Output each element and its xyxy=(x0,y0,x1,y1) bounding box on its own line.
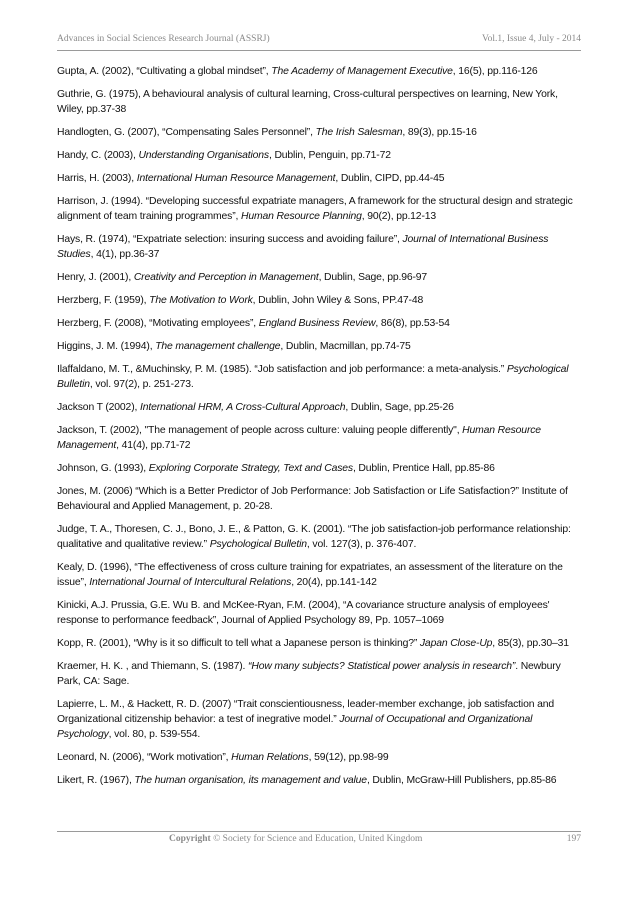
reference-entry xyxy=(57,636,583,651)
reference-text: Henry, J. (2001), xyxy=(57,272,134,283)
reference-text: Johnson, G. (1993), xyxy=(57,463,149,474)
reference-entry xyxy=(57,362,583,392)
reference-source-title: Journal of International Business Studies xyxy=(57,234,549,260)
reference-source-title: Psychological Bulletin xyxy=(209,539,307,550)
reference-text: Kraemer, H. K. , and Thiemann, S. (1987). xyxy=(57,661,249,672)
reference-text: Lapierre, L. M., & Hackett, R. D. (2007) “Trait conscientiousness, leader-member exchange, job satisfaction and Organizational citizenship behavior: a test of inegrative model.” xyxy=(57,699,554,725)
reference-text: , 86(8), pp.53-54 xyxy=(375,318,450,329)
reference-text: Jackson, T. (2002), "The management of people across culture: valuing people differently", xyxy=(57,425,463,436)
reference-source-title: “How many subjects? Statistical power analysis in research” xyxy=(248,661,516,672)
reference-list xyxy=(57,64,583,796)
reference-source-title: Exploring Corporate Strategy, Text and Cases xyxy=(148,463,353,474)
reference-entry xyxy=(57,293,583,308)
reference-source-title: Japan Close-Up xyxy=(419,638,493,649)
reference-entry xyxy=(57,125,583,140)
reference-entry xyxy=(57,750,583,765)
copyright-label: Copyright xyxy=(169,834,211,844)
reference-text: , 41(4), pp.71-72 xyxy=(116,440,191,451)
reference-entry xyxy=(57,773,583,788)
reference-text: Hays, R. (1974), “Expatriate selection: insuring success and avoiding failure”, xyxy=(57,234,403,245)
reference-source-title: The management challenge xyxy=(155,341,281,352)
reference-text: Herzberg, F. (1959), xyxy=(57,295,150,306)
reference-text: Likert, R. (1967), xyxy=(57,775,135,786)
reference-text: Guthrie, G. (1975), A behavioural analysis of cultural learning, Cross-cultural perspectives on learning, New York, Wiley, pp.37-38 xyxy=(57,89,558,115)
issue-info: Vol.1, Issue 4, July - 2014 xyxy=(481,34,581,44)
reference-text: Jones, M. (2006) “Which is a Better Predictor of Job Performance: Job Satisfaction or Life Satisfaction?” Institute of Behavioural and Applied Management, p. 20-28. xyxy=(57,486,568,512)
reference-source-title: The human organisation, its management and value xyxy=(134,775,367,786)
reference-entry xyxy=(57,316,583,331)
reference-text: Kinicki, A.J. Prussia, G.E. Wu B. and McKee-Ryan, F.M. (2004), “A covariance structure analysis of employees' response to performance feedback”, Journal of Applied Psychology 89, Pp. 1057–1069 xyxy=(57,600,550,626)
reference-text: , 89(3), pp.15-16 xyxy=(402,127,477,138)
reference-source-title: The Academy of Management Executive xyxy=(271,66,453,77)
reference-text: Kopp, R. (2001), “Why is it so difficult to tell what a Japanese person is thinking?” xyxy=(57,638,420,649)
reference-text: Handy, C. (2003), xyxy=(57,150,139,161)
reference-text: , Dublin, Sage, pp.25-26 xyxy=(345,402,454,413)
reference-source-title: Understanding Organisations xyxy=(138,150,269,161)
journal-name: Advances in Social Sciences Research Journal (ASSRJ) xyxy=(57,34,270,44)
reference-source-title: Human Relations xyxy=(231,752,309,763)
reference-text: , vol. 80, p. 539-554. xyxy=(108,729,201,740)
reference-entry xyxy=(57,64,583,79)
reference-entry xyxy=(57,87,583,117)
reference-source-title: Human Resource Planning xyxy=(241,211,362,222)
reference-entry xyxy=(57,484,583,514)
reference-entry xyxy=(57,522,583,552)
reference-entry xyxy=(57,598,583,628)
reference-text: , 85(3), pp.30–31 xyxy=(492,638,569,649)
reference-text: Gupta, A. (2002), “Cultivating a global mindset”, xyxy=(57,66,272,77)
footer-divider xyxy=(57,831,581,832)
reference-text: , 20(4), pp.141-142 xyxy=(291,577,377,588)
reference-entry xyxy=(57,461,583,476)
reference-text: Jackson T (2002), xyxy=(57,402,140,413)
reference-source-title: International Human Resource Management xyxy=(136,173,336,184)
reference-text: , Dublin, Sage, pp.96-97 xyxy=(318,272,428,283)
reference-entry xyxy=(57,148,583,163)
reference-entry xyxy=(57,659,583,689)
reference-text: , Dublin, Penguin, pp.71-72 xyxy=(268,150,391,161)
reference-entry xyxy=(57,270,583,285)
reference-entry xyxy=(57,400,583,415)
reference-text: , Dublin, Macmillan, pp.74-75 xyxy=(280,341,411,352)
copyright-text: © Society for Science and Education, United Kingdom xyxy=(210,834,423,844)
reference-text: , Dublin, John Wiley & Sons, PP.47-48 xyxy=(252,295,424,306)
reference-text: , 16(5), pp.116-126 xyxy=(452,66,538,77)
reference-source-title: Journal of Occupational and Organizational Psychology xyxy=(57,714,533,740)
reference-entry xyxy=(57,697,583,742)
reference-source-title: The Irish Salesman xyxy=(315,127,403,138)
reference-text: Harrison, J. (1994). “Developing successful expatriate managers, A framework for the structural design and strategic alignment of team training programmes”, xyxy=(57,196,573,222)
reference-source-title: International HRM, A Cross-Cultural Approach xyxy=(139,402,346,413)
reference-text: Herzberg, F. (2008), “Motivating employees”, xyxy=(57,318,259,329)
reference-text: Kealy, D. (1996), “The effectiveness of cross culture training for expatriates, an assessment of the literature on the issue”, xyxy=(57,562,563,588)
reference-source-title: The Motivation to Work xyxy=(149,295,253,306)
reference-source-title: Creativity and Perception in Management xyxy=(133,272,319,283)
reference-text: , vol. 127(3), p. 376-407. xyxy=(306,539,417,550)
reference-source-title: Human Resource Management xyxy=(57,425,541,451)
reference-source-title: Psychological Bulletin xyxy=(57,364,569,390)
reference-text: , 59(12), pp.98-99 xyxy=(308,752,389,763)
reference-text: Ilaffaldano, M. T., &Muchinsky, P. M. (1985). “Job satisfaction and job performance: a meta-analysis.” xyxy=(57,364,507,375)
reference-text: Leonard, N. (2006), “Work motivation”, xyxy=(57,752,232,763)
reference-text: , Dublin, McGraw-Hill Publishers, pp.85-86 xyxy=(366,775,557,786)
reference-text: Higgins, J. M. (1994), xyxy=(57,341,156,352)
page-footer xyxy=(57,834,581,848)
reference-source-title: England Business Review xyxy=(258,318,376,329)
reference-entry xyxy=(57,423,583,453)
reference-entry xyxy=(57,232,583,262)
reference-entry xyxy=(57,171,583,186)
reference-text: Judge, T. A., Thoresen, C. J., Bono, J. E., & Patton, G. K. (2001). “The job satisfaction-job performance relationship: qualitative and qualitative review.” xyxy=(57,524,571,550)
reference-entry xyxy=(57,339,583,354)
reference-text: Handlogten, G. (2007), “Compensating Sales Personnel”, xyxy=(57,127,316,138)
reference-entry xyxy=(57,560,583,590)
reference-text: . Newbury Park, CA: Sage. xyxy=(57,661,561,687)
reference-text: , Dublin, CIPD, pp.44-45 xyxy=(335,173,445,184)
reference-text: , 4(1), pp.36-37 xyxy=(90,249,160,260)
header-divider xyxy=(57,50,581,51)
page-number: 197 xyxy=(566,834,581,844)
reference-text: , 90(2), pp.12-13 xyxy=(361,211,437,222)
reference-text: , Dublin, Prentice Hall, pp.85-86 xyxy=(352,463,495,474)
reference-entry xyxy=(57,194,583,224)
copyright-notice xyxy=(169,834,422,844)
reference-text: Harris, H. (2003), xyxy=(57,173,137,184)
reference-text: , vol. 97(2), p. 251-273. xyxy=(89,379,194,390)
reference-source-title: International Journal of Intercultural Relations xyxy=(89,577,292,588)
